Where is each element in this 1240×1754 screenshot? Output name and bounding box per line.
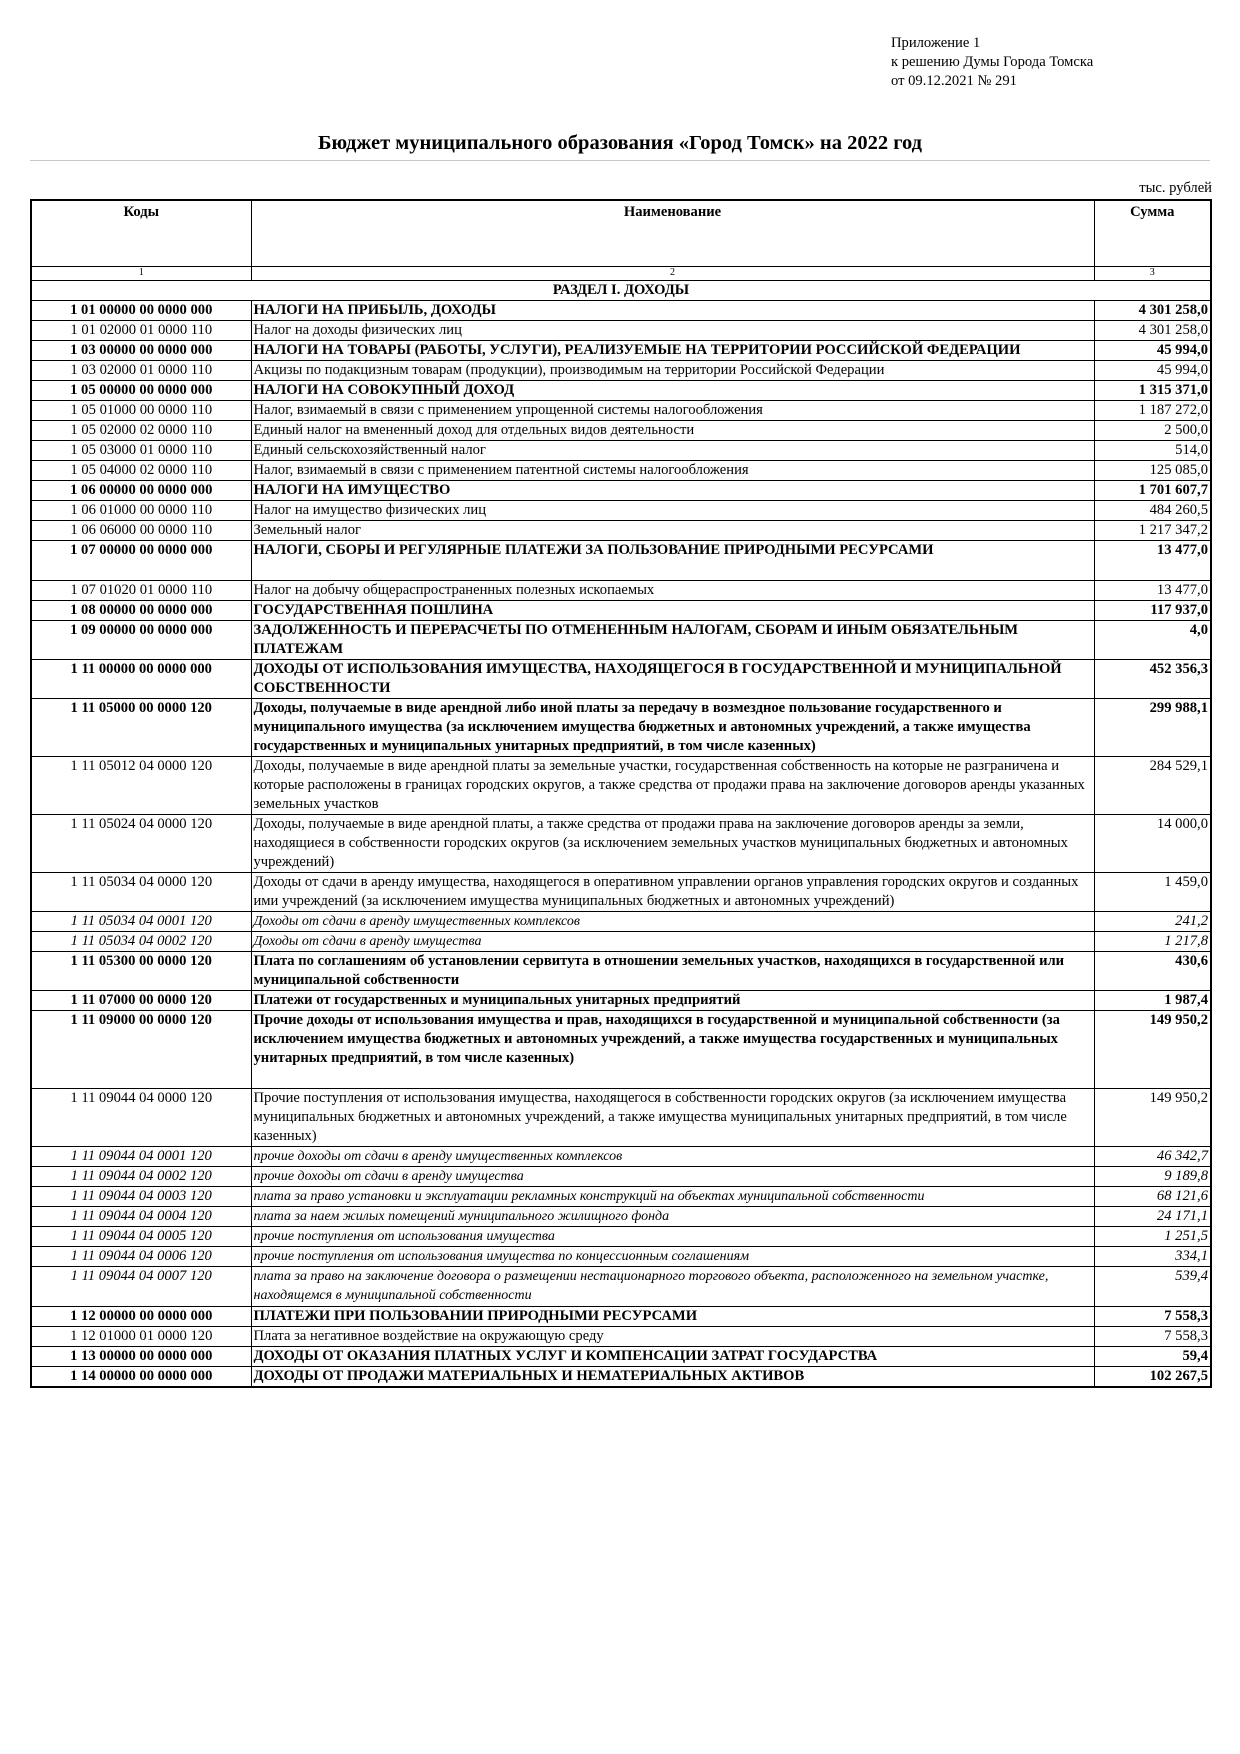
row-code: 1 11 09000 00 0000 120 xyxy=(31,1010,251,1088)
row-sum: 539,4 xyxy=(1094,1266,1211,1306)
row-name: ДОХОДЫ ОТ ОКАЗАНИЯ ПЛАТНЫХ УСЛУГ И КОМПЕНСАЦИИ ЗАТРАТ ГОСУДАРСТВА xyxy=(251,1346,1094,1366)
row-name: НАЛОГИ НА ТОВАРЫ (РАБОТЫ, УСЛУГИ), РЕАЛИЗУЕМЫЕ НА ТЕРРИТОРИИ РОССИЙСКОЙ ФЕДЕРАЦИИ xyxy=(251,340,1094,360)
table-row xyxy=(31,480,1211,500)
table-row xyxy=(31,1306,1211,1326)
table-header-row xyxy=(31,200,1211,266)
row-code: 1 12 00000 00 0000 000 xyxy=(31,1306,251,1326)
row-name: прочие поступления от использования имущества по концессионным соглашениям xyxy=(251,1246,1094,1266)
column-number-row xyxy=(31,266,1211,280)
row-name: НАЛОГИ НА ПРИБЫЛЬ, ДОХОДЫ xyxy=(251,300,1094,320)
row-name: Доходы от сдачи в аренду имущества, находящегося в оперативном управлении органов управления городских округов и созданных ими учреждений (за исключением имущества муниципальных бюджетных и автономных учреждений) xyxy=(251,872,1094,911)
row-name: НАЛОГИ, СБОРЫ И РЕГУЛЯРНЫЕ ПЛАТЕЖИ ЗА ПОЛЬЗОВАНИЕ ПРИРОДНЫМИ РЕСУРСАМИ xyxy=(251,540,1094,580)
row-code: 1 03 00000 00 0000 000 xyxy=(31,340,251,360)
row-code: 1 11 09044 04 0000 120 xyxy=(31,1088,251,1146)
row-name: прочие доходы от сдачи в аренду имущества xyxy=(251,1166,1094,1186)
appendix-line-2: к решению Думы Города Томска xyxy=(891,54,1094,70)
row-code: 1 11 05012 04 0000 120 xyxy=(31,756,251,814)
row-code: 1 07 01020 01 0000 110 xyxy=(31,580,251,600)
table-row xyxy=(31,420,1211,440)
row-sum: 149 950,2 xyxy=(1094,1010,1211,1088)
row-code: 1 12 01000 01 0000 120 xyxy=(31,1326,251,1346)
document-title: Бюджет муниципального образования «Город Томск» на 2022 год xyxy=(317,132,923,154)
row-sum: 149 950,2 xyxy=(1094,1088,1211,1146)
row-name: Доходы, получаемые в виде арендной платы, а также средства от продажи права на заключение договоров аренды за земли, находящиеся в собственности городских округов (за исключением земельных участков муниципальных бюджетных и автономных учреждений) xyxy=(251,814,1094,872)
row-name: Доходы от сдачи в аренду имущественных комплексов xyxy=(251,911,1094,931)
row-name: прочие поступления от использования имущества xyxy=(251,1226,1094,1246)
row-sum: 4,0 xyxy=(1094,620,1211,659)
row-code: 1 11 09044 04 0001 120 xyxy=(31,1146,251,1166)
row-code: 1 09 00000 00 0000 000 xyxy=(31,620,251,659)
row-name: прочие доходы от сдачи в аренду имущественных комплексов xyxy=(251,1146,1094,1166)
row-sum: 4 301 258,0 xyxy=(1094,300,1211,320)
row-code: 1 11 09044 04 0003 120 xyxy=(31,1186,251,1206)
row-name: Налог на имущество физических лиц xyxy=(251,500,1094,520)
row-sum: 514,0 xyxy=(1094,440,1211,460)
table-row xyxy=(31,911,1211,931)
row-sum: 13 477,0 xyxy=(1094,540,1211,580)
row-code: 1 11 05034 04 0000 120 xyxy=(31,872,251,911)
table-row xyxy=(31,460,1211,480)
row-sum: 125 085,0 xyxy=(1094,460,1211,480)
row-sum: 4 301 258,0 xyxy=(1094,320,1211,340)
table-row xyxy=(31,1366,1211,1387)
row-code: 1 14 00000 00 0000 000 xyxy=(31,1366,251,1387)
row-code: 1 11 05300 00 0000 120 xyxy=(31,951,251,990)
row-code: 1 11 09044 04 0005 120 xyxy=(31,1226,251,1246)
row-name: Земельный налог xyxy=(251,520,1094,540)
table-row xyxy=(31,300,1211,320)
row-sum: 7 558,3 xyxy=(1094,1326,1211,1346)
row-sum: 68 121,6 xyxy=(1094,1186,1211,1206)
table-row xyxy=(31,540,1211,580)
row-sum: 102 267,5 xyxy=(1094,1366,1211,1387)
row-code: 1 11 07000 00 0000 120 xyxy=(31,990,251,1010)
row-name: плата за наем жилых помещений муниципального жилищного фонда xyxy=(251,1206,1094,1226)
column-number: 1 xyxy=(31,266,251,280)
row-code: 1 07 00000 00 0000 000 xyxy=(31,540,251,580)
row-name: Единый налог на вмененный доход для отдельных видов деятельности xyxy=(251,420,1094,440)
row-code: 1 11 09044 04 0002 120 xyxy=(31,1166,251,1186)
table-row xyxy=(31,1226,1211,1246)
row-code: 1 01 00000 00 0000 000 xyxy=(31,300,251,320)
row-code: 1 11 05034 04 0002 120 xyxy=(31,931,251,951)
table-row xyxy=(31,1326,1211,1346)
header-sum: Сумма xyxy=(1094,200,1211,266)
row-sum: 430,6 xyxy=(1094,951,1211,990)
header-name: Наименование xyxy=(251,200,1094,266)
table-row xyxy=(31,1010,1211,1088)
row-sum: 2 500,0 xyxy=(1094,420,1211,440)
row-sum: 1 217,8 xyxy=(1094,931,1211,951)
row-code: 1 06 01000 00 0000 110 xyxy=(31,500,251,520)
row-name: Налог, взимаемый в связи с применением упрощенной системы налогообложения xyxy=(251,400,1094,420)
row-name: НАЛОГИ НА ИМУЩЕСТВО xyxy=(251,480,1094,500)
row-code: 1 11 09044 04 0004 120 xyxy=(31,1206,251,1226)
table-row xyxy=(31,320,1211,340)
row-sum: 241,2 xyxy=(1094,911,1211,931)
table-row xyxy=(31,580,1211,600)
row-name: Плата за негативное воздействие на окружающую среду xyxy=(251,1326,1094,1346)
row-code: 1 13 00000 00 0000 000 xyxy=(31,1346,251,1366)
row-code: 1 05 03000 01 0000 110 xyxy=(31,440,251,460)
row-sum: 1 987,4 xyxy=(1094,990,1211,1010)
row-code: 1 05 04000 02 0000 110 xyxy=(31,460,251,480)
table-row xyxy=(31,1206,1211,1226)
row-code: 1 05 00000 00 0000 000 xyxy=(31,380,251,400)
row-sum: 299 988,1 xyxy=(1094,698,1211,756)
row-name: НАЛОГИ НА СОВОКУПНЫЙ ДОХОД xyxy=(251,380,1094,400)
row-code: 1 11 09044 04 0007 120 xyxy=(31,1266,251,1306)
row-name: Налог, взимаемый в связи с применением патентной системы налогообложения xyxy=(251,460,1094,480)
row-name: ДОХОДЫ ОТ ИСПОЛЬЗОВАНИЯ ИМУЩЕСТВА, НАХОДЯЩЕГОСЯ В ГОСУДАРСТВЕННОЙ И МУНИЦИПАЛЬНОЙ СОБСТВЕННОСТИ xyxy=(251,659,1094,698)
row-code: 1 11 05024 04 0000 120 xyxy=(31,814,251,872)
row-code: 1 11 05000 00 0000 120 xyxy=(31,698,251,756)
table-row xyxy=(31,340,1211,360)
row-name: плата за право на заключение договора о размещении нестационарного торгового объекта, расположенного на земельном участке, находящемся в муниципальной собственности xyxy=(251,1266,1094,1306)
row-code: 1 05 02000 02 0000 110 xyxy=(31,420,251,440)
row-code: 1 11 09044 04 0006 120 xyxy=(31,1246,251,1266)
table-row xyxy=(31,520,1211,540)
row-name: Единый сельскохозяйственный налог xyxy=(251,440,1094,460)
table-row xyxy=(31,600,1211,620)
budget-table xyxy=(30,199,1212,1388)
row-name: Плата по соглашениям об установлении сервитута в отношении земельных участков, находящихся в государственной или муниципальной собственности xyxy=(251,951,1094,990)
row-sum: 46 342,7 xyxy=(1094,1146,1211,1166)
row-sum: 334,1 xyxy=(1094,1246,1211,1266)
row-name: Прочие доходы от использования имущества и прав, находящихся в государственной и муниципальной собственности (за исключением имущества бюджетных и автономных учреждений, а также имущества государственных и муниципальных унитарных предприятий, в том числе казенных) xyxy=(251,1010,1094,1088)
table-row xyxy=(31,659,1211,698)
row-sum: 13 477,0 xyxy=(1094,580,1211,600)
row-code: 1 01 02000 01 0000 110 xyxy=(31,320,251,340)
table-row xyxy=(31,1146,1211,1166)
table-row xyxy=(31,756,1211,814)
row-name: Налог на добычу общераспространенных полезных ископаемых xyxy=(251,580,1094,600)
title-divider xyxy=(30,160,1210,161)
row-sum: 1 315 371,0 xyxy=(1094,380,1211,400)
row-name: Платежи от государственных и муниципальных унитарных предприятий xyxy=(251,990,1094,1010)
row-sum: 24 171,1 xyxy=(1094,1206,1211,1226)
row-name: Акцизы по подакцизным товарам (продукции), производимым на территории Российской Федерации xyxy=(251,360,1094,380)
appendix-line-3: от 09.12.2021 № 291 xyxy=(891,73,1017,89)
row-code: 1 06 06000 00 0000 110 xyxy=(31,520,251,540)
header-codes: Коды xyxy=(31,200,251,266)
section-title: РАЗДЕЛ I. ДОХОДЫ xyxy=(31,280,1211,300)
table-row xyxy=(31,931,1211,951)
appendix-note xyxy=(891,34,1093,91)
row-sum: 14 000,0 xyxy=(1094,814,1211,872)
row-name: ГОСУДАРСТВЕННАЯ ПОШЛИНА xyxy=(251,600,1094,620)
row-name: Прочие поступления от использования имущества, находящегося в собственности городских округов (за исключением имущества муниципальных бюджетных и автономных учреждений, а также имущества муниципальных унитарных предприятий, в том числе казенных) xyxy=(251,1088,1094,1146)
row-code: 1 08 00000 00 0000 000 xyxy=(31,600,251,620)
row-sum: 1 187 272,0 xyxy=(1094,400,1211,420)
table-row xyxy=(31,1166,1211,1186)
row-sum: 9 189,8 xyxy=(1094,1166,1211,1186)
row-code: 1 03 02000 01 0000 110 xyxy=(31,360,251,380)
row-name: плата за право установки и эксплуатации рекламных конструкций на объектах муниципальной собственности xyxy=(251,1186,1094,1206)
appendix-line-1: Приложение 1 xyxy=(891,35,981,51)
row-sum: 7 558,3 xyxy=(1094,1306,1211,1326)
section-row xyxy=(31,280,1211,300)
row-sum: 45 994,0 xyxy=(1094,340,1211,360)
row-name: Доходы, получаемые в виде арендной либо иной платы за передачу в возмездное пользование государственного и муниципального имущества (за исключением имущества бюджетных и автономных учреждений, а также имущества государственных и муниципальных унитарных предприятий, в том числе казенных) xyxy=(251,698,1094,756)
table-row xyxy=(31,380,1211,400)
table-row xyxy=(31,814,1211,872)
table-row xyxy=(31,698,1211,756)
table-row xyxy=(31,1186,1211,1206)
table-row xyxy=(31,620,1211,659)
table-row xyxy=(31,360,1211,380)
row-sum: 1 217 347,2 xyxy=(1094,520,1211,540)
row-sum: 1 701 607,7 xyxy=(1094,480,1211,500)
row-name: ДОХОДЫ ОТ ПРОДАЖИ МАТЕРИАЛЬНЫХ И НЕМАТЕРИАЛЬНЫХ АКТИВОВ xyxy=(251,1366,1094,1387)
row-code: 1 06 00000 00 0000 000 xyxy=(31,480,251,500)
row-sum: 117 937,0 xyxy=(1094,600,1211,620)
table-row xyxy=(31,440,1211,460)
row-name: Налог на доходы физических лиц xyxy=(251,320,1094,340)
table-row xyxy=(31,1346,1211,1366)
row-sum: 484 260,5 xyxy=(1094,500,1211,520)
row-sum: 59,4 xyxy=(1094,1346,1211,1366)
row-sum: 1 459,0 xyxy=(1094,872,1211,911)
row-code: 1 05 01000 00 0000 110 xyxy=(31,400,251,420)
row-code: 1 11 05034 04 0001 120 xyxy=(31,911,251,931)
table-row xyxy=(31,1246,1211,1266)
row-name: Доходы от сдачи в аренду имущества xyxy=(251,931,1094,951)
row-sum: 452 356,3 xyxy=(1094,659,1211,698)
table-row xyxy=(31,500,1211,520)
table-row xyxy=(31,951,1211,990)
table-row xyxy=(31,1266,1211,1306)
column-number: 2 xyxy=(251,266,1094,280)
row-name: Доходы, получаемые в виде арендной платы за земельные участки, государственная собственность на которые не разграничена и которые расположены в границах городских округов, а также средства от продажи права на заключение договоров аренды указанных земельных участков xyxy=(251,756,1094,814)
row-sum: 284 529,1 xyxy=(1094,756,1211,814)
row-name: ЗАДОЛЖЕННОСТЬ И ПЕРЕРАСЧЕТЫ ПО ОТМЕНЕННЫМ НАЛОГАМ, СБОРАМ И ИНЫМ ОБЯЗАТЕЛЬНЫМ ПЛАТЕЖАМ xyxy=(251,620,1094,659)
row-code: 1 11 00000 00 0000 000 xyxy=(31,659,251,698)
row-sum: 45 994,0 xyxy=(1094,360,1211,380)
table-row xyxy=(31,872,1211,911)
table-row xyxy=(31,1088,1211,1146)
row-sum: 1 251,5 xyxy=(1094,1226,1211,1246)
units-label: тыс. рублей xyxy=(1139,180,1212,196)
table-row xyxy=(31,400,1211,420)
column-number: 3 xyxy=(1094,266,1211,280)
table-row xyxy=(31,990,1211,1010)
row-name: ПЛАТЕЖИ ПРИ ПОЛЬЗОВАНИИ ПРИРОДНЫМИ РЕСУРСАМИ xyxy=(251,1306,1094,1326)
